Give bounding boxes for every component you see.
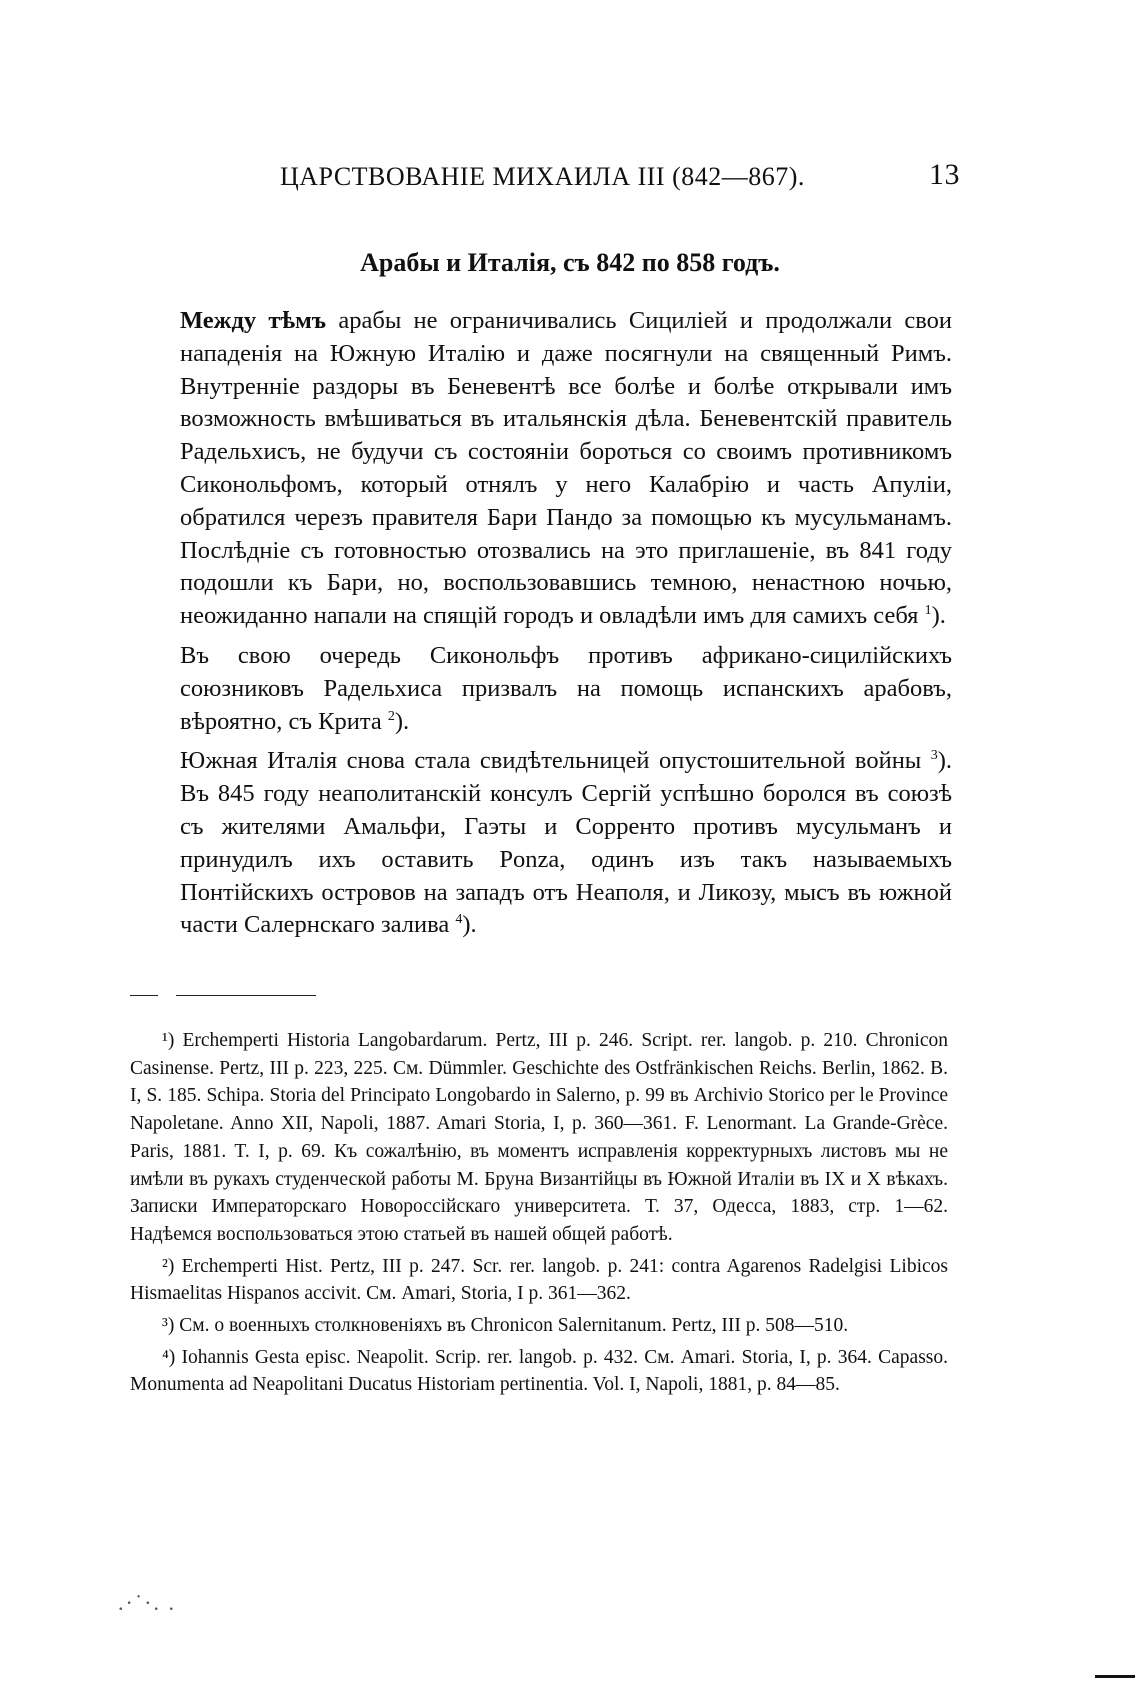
- paragraph-text-continued: . Въ 845 году неаполитанскій консулъ Сергій успѣшно боролся въ союзѣ съ жителями Амальфи, Гаэты и Сорренто противъ мусульманъ и принудилъ ихъ оставить Ponza, одинъ изъ такъ называемыхъ Понтійскихъ островов на западъ отъ Неаполя, и Ликозу, мысъ въ южной части Салернскаго залива: [180, 747, 953, 939]
- footnote-mark: ⁴): [162, 1346, 176, 1368]
- footnote-4: [130, 1344, 948, 1399]
- paragraph-text: Въ свою очередь Сиконольфъ противъ африкано-сицилійскихъ союзниковъ Радельхиса призвалъ на помощь испанскихъ арабовъ, вѣроятно, съ Крита: [180, 641, 952, 735]
- footnote-mark: ¹): [162, 1030, 175, 1051]
- footnote-ref: 1: [924, 603, 932, 619]
- paragraph-text: Южная Италія снова стала свидѣтельницей опустошительной войны: [180, 747, 922, 775]
- page-number: 13: [929, 158, 960, 191]
- footnote-text: Erchemperti Historia Langobardarum. Pertz, III p. 246. Script. rer. langob. p. 210. Chronicon Casinense. Pertz, III p. 223, 225. См. Dümmler. Geschichte des Ostfränkischen Reichs. Berlin, 1862. B. I, S. 185. Schipa. Storia del Principato Longobardo in Salerno, p. 99 въ Archivio Storico per le Province Napoletane. Anno XII, Napoli, 1887. Amari Storia, I, p. 360—361. F. Lenormant. La Grande-Grèce. Paris, 1881. T. I, p. 69. Къ сожалѣнію, въ моментъ исправленія корректурныхъ листовъ мы не имѣли въ рукахъ студенческой работы М. Бруна Византійцы въ Южной Италіи въ IX и X вѣкахъ. Записки Императорскаго Новороссійскаго университета. Т. 37, Одесса, 1883, стр. 1—62. Надѣемся воспользоваться этою статьей въ нашей общей работѣ.: [130, 1030, 948, 1245]
- paragraph-1: Между тѣмъ арабы не ограничивались Сициліей и продолжали свои нападенія на Южную Италію и даже посягнули на священный Римъ. Внутренніе раздоры въ Беневентѣ все болѣе и болѣе открывали имъ возможность вмѣшиваться въ итальянскія дѣла. Беневентскій правитель Радельхисъ, не будучи съ состояніи бороться со своимъ противникомъ Сиконольфомъ, который отнялъ у него Калабрію и часть Апуліи, обратился черезъ правителя Бари Пандо за помощью къ мусульманамъ. Послѣдніе съ готовностью отозвались на это приглашеніе, въ 841 году подошли къ Бари, но, воспользовавшись темною, ненастною ночью, неожиданно напали на спящій городъ и овладѣли имъ для самихъ себя $^1$).: [180, 307, 953, 630]
- footnote-text: Erchemperti Hist. Pertz, III p. 247. Scr. rer. langob. p. 241: contra Agarenos Radelgisi Libicos Hismaelitas Hispanos accivit. См. Amari, Storia, I p. 361—362.: [130, 1255, 948, 1305]
- scan-mark: [1095, 1675, 1135, 1678]
- footnote-mark: ²): [162, 1255, 175, 1277]
- body-text: [180, 305, 952, 949]
- section-title: Арабы и Италія, съ 842 по 858 годъ.: [360, 248, 780, 277]
- footnote-ref: 3: [930, 748, 938, 764]
- paragraph-2: Въ свою очередь Сиконольфъ противъ африкано-сицилійскихъ союзниковъ Радельхиса призвалъ на помощь испанскихъ арабовъ, вѣроятно, съ Крита $^2$).: [180, 641, 952, 735]
- footnote-rule: [176, 995, 316, 996]
- paragraph-end: .: [939, 602, 946, 630]
- footnote-3: [130, 1312, 948, 1340]
- footnote-ref: 4: [455, 912, 463, 928]
- footnote-mark: ³): [162, 1315, 175, 1337]
- paragraph-lead: Между тѣмъ: [180, 307, 327, 334]
- footnote-rule-short: [130, 995, 158, 996]
- paragraph-text: арабы не ограничивались Сициліей и продолжали свои нападенія на Южную Италію и даже посягнули на священный Римъ. Внутренніе раздоры въ Беневентѣ все болѣе и болѣе открывали имъ возможность вмѣшиваться въ итальянскія дѣла. Беневентскій правитель Радельхисъ, не будучи съ состояніи бороться со своимъ противникомъ Сиконольфомъ, который отнялъ у него Калабрію и часть Апуліи, обратился черезъ правителя Бари Пандо за помощью къ мусульманамъ. Послѣдніе съ готовностью отозвались на это приглашеніе, въ 841 году подошли къ Бари, но, воспользовавшись темною, ненастною ночью, неожиданно напали на спящій городъ и овладѣли имъ для самихъ себя: [180, 307, 953, 630]
- footnote-1: [130, 1027, 948, 1249]
- footnote-text: См. о военныхъ столкновеніяхъ въ Chronicon Salernitanum. Pertz, III p. 508—510.: [174, 1315, 849, 1337]
- paragraph-3: Южная Италія снова стала свидѣтельницей опустошительной войны $^3$). Въ 845 году неаполитанскій консулъ Сергій успѣшно боролся въ союзѣ съ жителями Амальфи, Гаэты и Сорренто противъ мусульманъ и принудилъ ихъ оставить Ponza, одинъ изъ такъ называемыхъ Понтійскихъ островов на западъ отъ Неаполя, и Ликозу, мысъ въ южной части Салернскаго залива $^4$).: [180, 747, 953, 939]
- running-head: [280, 158, 960, 198]
- footnotes: [130, 1027, 948, 1403]
- scan-specks: .·˙·. .: [118, 1590, 176, 1615]
- paragraph-end: .: [470, 911, 477, 939]
- running-head-title: ЦАРСТВОВАНІЕ МИХАИЛА III (842—867).: [280, 162, 805, 191]
- footnote-text: Iohannis Gesta episc. Neapolit. Scrip. rer. langob. p. 432. См. Amari. Storia, I, p. 364. Capasso. Monumenta ad Neapolitani Ducatus Historiam pertinentia. Vol. I, Napoli, 1881, p. 84—85.: [130, 1346, 948, 1396]
- footnote-ref: 2: [387, 708, 395, 724]
- paragraph-end: .: [403, 707, 410, 735]
- footnote-2: [130, 1253, 948, 1308]
